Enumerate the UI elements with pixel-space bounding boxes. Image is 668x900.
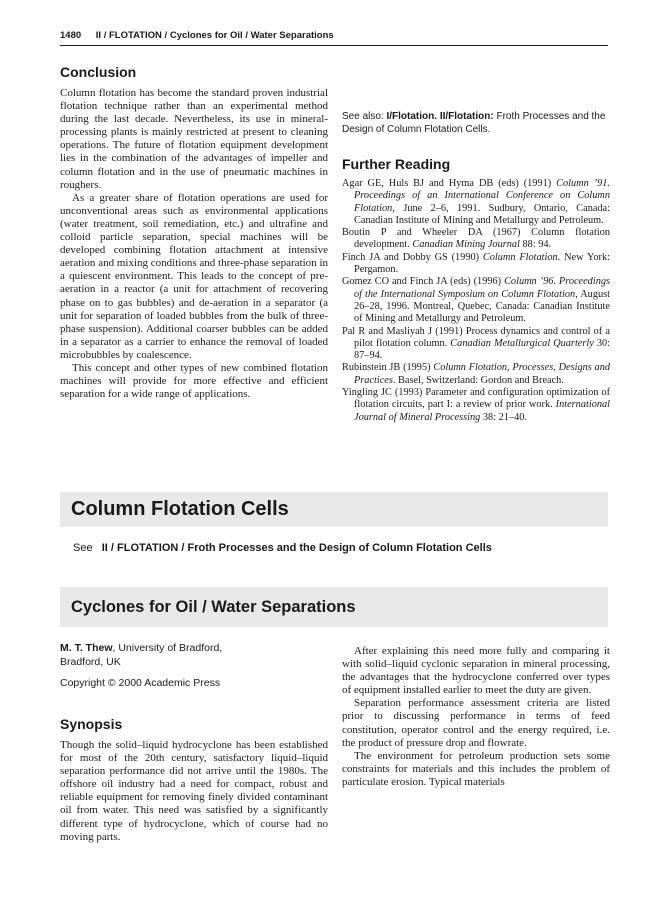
reference-details: 88: 94.: [519, 239, 552, 251]
reference-item: [342, 387, 610, 424]
reference-authors: Boutin P and Wheeler DA (1967) Column flotation development.: [342, 227, 610, 251]
conclusion-paragraph-3: This concept and other types of new combined flotation machines will provide for more effective and efficient separation for a wide range of applications.: [60, 361, 328, 401]
page-number: 1480: [60, 30, 82, 41]
reference-item: [342, 276, 610, 325]
running-title: II / FLOTATION / Cyclones for Oil / Water Separations: [95, 30, 334, 41]
reference-details: . New York: Pergamon.: [354, 251, 610, 276]
running-header: [60, 30, 334, 41]
conclusion-paragraph-1: Column flotation has become the standard proven industrial flotation technique rather than an experimental method during the last decade. Nevertheless, its use in mineral-processing plants is mainly restricted at present to cleaning operations. The future of flotation equipment development lies in the combination of the advantages of impeller and column flotation and in the use of pneumatic machines in roughers.: [60, 87, 328, 191]
reference-title: Canadian Mining Journal: [412, 239, 520, 251]
synopsis-paragraph-2: After explaining this need more fully and comparing it with solid–liquid cyclonic separation in mineral processing, the advantages that the hydrocyclone conferred over types of equipment installed earlier to meet the duty are given.: [342, 645, 610, 697]
reference-item: [342, 252, 610, 277]
column-flotation-title: Column Flotation Cells: [71, 498, 289, 520]
reference-details: 30: 87–94.: [354, 337, 610, 362]
reference-title: Column ’96. Proceedings of the International Symposium on Column Flotation: [354, 276, 610, 300]
conclusion-paragraph-2: As a greater share of flotation operations are used for unconventional areas such as environmental applications (water treatment, soil remediation, etc.) and ultrafine and colloid particle separation, special machines will be developed combining flotation attachment at intensive aeration and mixing conditions and three-phase separation in a quiescent environment. This leads to the concept of pre-aeration in a reactor (a unit for attachment of recovering phase on to gas bubbles) and de-aeration in a separator (a unit for separation of loaded bubbles from the bulk of three-phase suspension). Additional coarser bubbles can be added in a separator as a carrier to enhance the removal of loaded microbubbles by coalescence.: [60, 191, 328, 361]
further-reading-heading: Further Reading: [342, 156, 451, 172]
see-also-link-2[interactable]: II/Flotation:: [439, 111, 494, 122]
see-also-text: Froth Processes and the Design of Column Flotation Cells.: [342, 111, 606, 135]
reference-authors: Gomez CO and Finch JA (eds) (1996): [342, 276, 505, 288]
synopsis-section: [60, 716, 328, 844]
see-also: [342, 110, 610, 136]
see-also-link-1[interactable]: I/Flotation.: [386, 111, 438, 122]
reference-authors: Rubinstein JB (1995): [342, 362, 434, 374]
column-flotation-band: [60, 492, 608, 527]
conclusion-section: [60, 64, 328, 401]
see-reference-link[interactable]: II / FLOTATION / Froth Processes and the Design of Column Flotation Cells: [101, 542, 492, 554]
synopsis-paragraph-3: Separation performance assessment criteria are listed prior to discussing performance in terms of feed constitution, operator control and the energy required, i.e. the product of pressure drop and flowrate.: [342, 697, 610, 749]
reference-authors: Agar GE, Huls BJ and Hyma DB (eds) (1991): [342, 178, 557, 189]
author-affiliation: [60, 642, 328, 669]
author-affiliation-2: Bradford, UK: [60, 655, 121, 668]
reference-authors: Pal R and Masliyah J (1991) Process dynamics and control of a pilot flotation column.: [342, 325, 610, 349]
synopsis-paragraph-4: The environment for petroleum production sets some constraints for materials and this includes the problem of particulate erosion. Typical materials: [342, 749, 610, 788]
reference-details: . Basel, Switzerland: Gordon and Breach.: [392, 374, 564, 386]
reference-details: 38: 21–40.: [480, 411, 527, 423]
author-block: [60, 642, 328, 691]
reference-title: Column ’91. Proceedings of an International Conference on Column Flotation: [354, 178, 610, 214]
see-label: See: [73, 542, 93, 554]
reference-title: Column Flotation: [482, 251, 558, 263]
reference-list: [342, 178, 610, 424]
see-also-block: [342, 110, 610, 136]
reference-item: [342, 326, 610, 363]
reference-item: [342, 362, 610, 387]
reference-authors: Yingling JC (1993) Parameter and configuration optimization of flotation circuits, part I: a review of prior work.: [342, 387, 610, 411]
reference-details: , June 2–6, 1991. Sudbury, Ontario, Canada: Canadian Institute of Mining and Metallurgy and Petroleum.: [354, 202, 610, 226]
cyclones-band: [60, 587, 608, 627]
cyclones-title: Cyclones for Oil / Water Separations: [71, 598, 356, 616]
reference-item: [342, 227, 610, 252]
synopsis-paragraph-1: Though the solid–liquid hydrocyclone has been established for most of the 20th century, satisfactory liquid–liquid separation performance did not arrive until the 1980s. The offshore oil industry had a need for compact, robust and reliable equipment for removing finely divided contaminant oil from water. This need was satisfied by a significantly different type of hydrocyclone, which of course had no moving parts.: [60, 739, 328, 843]
reference-authors: Finch JA and Dobby GS (1990): [342, 251, 483, 263]
further-reading-section: [342, 156, 610, 424]
reference-item: [342, 178, 610, 227]
synopsis-heading: Synopsis: [60, 716, 123, 732]
column-flotation-see: [73, 542, 492, 554]
see-also-label: See also:: [342, 111, 384, 122]
author-name: M. T. Thew: [60, 642, 113, 654]
reference-details: , August 26–28, 1996. Montreal, Quebec, Canada: Canadian Institute of Mining and Metallurgy and Petroleum.: [354, 288, 610, 325]
author-affiliation-1: , University of Bradford,: [112, 642, 223, 654]
reference-title: International Journal of Mineral Processing: [354, 399, 610, 423]
reference-title: Canadian Metallurgical Quarterly: [450, 337, 594, 349]
synopsis-continuation: [342, 645, 610, 789]
copyright: Copyright © 2000 Academic Press: [60, 677, 221, 689]
header-rule: [60, 45, 608, 46]
conclusion-heading: Conclusion: [60, 64, 137, 80]
reference-title: Column Flotation, Processes, Designs and Practices: [354, 362, 610, 386]
